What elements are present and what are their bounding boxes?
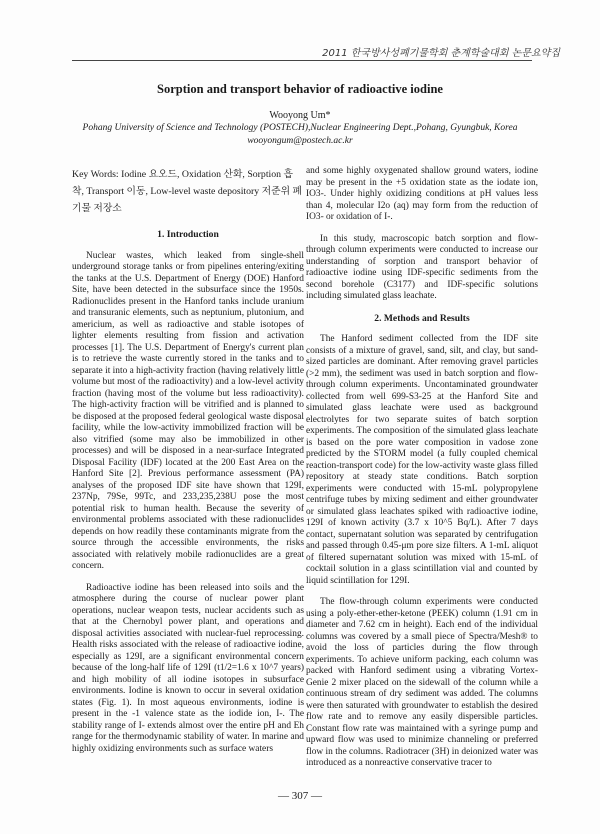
methods-paragraph-1: The Hanford sediment collected from the IDF site consists of a mixture of gravel, sand, silt, and clay, but sand-sized particles are dominant. After removing gravel particles (>2 mm), the sediment was used in batch sorption and flow-through column experiments. Uncontaminated groundwater collected from well 699-S3-25 at the Hanford Site and simulated glass leachate were used as background electrolytes for two separate suites of batch sorption experiments. The composition of the simulated glass leachate is based on the pore water composition in vadose zone predicted by the STORM model (a fully coupled chemical reaction-transport code) for the low-activity waste glass filled repository at steady state conditions. Batch sorption experiments were conducted with 15-mL polypropylene centrifuge tubes by mixing sediment and either groundwater or simulated glass leachates spiked with radioactive iodine, 129I of known activity (3.7 x 10^5 Bq/L). After 7 days contact, supernatant solution was separated by centrifugation and passed through 0.45-μm pore size filters. A 1-mL aliquot of filtered supernatant solution was mixed with 15-mL of cocktail solution in a glass scintillation vial and counted by liquid scintillation for 129I. [306,334,538,586]
intro-paragraph-2: Radioactive iodine has been released into soils and the atmosphere during the course of nuclear power plant operations, nuclear weapon tests, nuclear accidents such as that at the Chernobyl power plant, and operations and disposal activities associated with nuclear-fuel reprocessing. Health risks associated with the release of radioactive iodine, especially as 129I, are a significant environmental concern because of the long-half life of 129I (t1/2=1.6 x 10^7 years) and high mobility of all iodine isotopes in subsurface environments. Iodine is known to occur in several oxidation states (Fig. 1). In most aqueous environments, iodine is present in the -1 valence state as the iodide ion, I-. The stability range of I- extends almost over the entire pH and Eh range for the thermodynamic stability of water. In marine and highly oxidizing environments such as surface waters [72,582,304,754]
intro-paragraph-1: Nuclear wastes, which leaked from single-shell underground storage tanks or from pipelines entering/exiting the tanks at the U.S. Department of Energy (DOE) Hanford Site, have been detected in the subsurface since the 1950s. Radionuclides present in the Hanford tanks include uranium and transuranic elements, such as neptunium, plutonium, and americium, as well as radioactive and stable isotopes of lighter elements resulting from fission and activation processes [1]. The U.S. Department of Energy's current plan is to retrieve the waste currently stored in the tanks and to separate it into a high-activity fraction (having relatively little volume but most of the radioactivity) and a low-level activity fraction (having most of the volume but less radioactivity). The high-activity fraction will be vitrified and is planned to be disposed at the proposed federal geological waste disposal facility, while the low-activity immobilized fraction will be also vitrified (some may also be immobilized in other processes) and will be disposed in a near-surface Integrated Disposal Facility (IDF) located at the 200 East Area on the Hanford Site [2]. Previous performance assessment (PA) analyses of the proposed IDF site have shown that 129I, 237Np, 79Se, 99Tc, and 233,235,238U pose the most potential risk to human health. Because the severity of environmental problems associated with these radionuclides depends on how readily these contaminants migrate from the source through the accessible environments, the risks associated with relatively mobile radionuclides are a great concern. [72,250,304,571]
methods-paragraph-2: The flow-through column experiments were conducted using a poly-ether-ether-ketone (PEEK) column (1.91 cm in diameter and 7.62 cm in height). Each end of the individual columns was covered by a small piece of Spectra/Mesh® to avoid the loss of particles during the flow through experiments. To achieve uniform packing, each column was packed with Hanford sediment using a vibrating Vortex-Genie 2 mixer placed on the sidewall of the column while a continuous stream of dry sediment was added. The columns were then saturated with groundwater to establish the desired flow rate and to remove any easily dispersible particles. Constant flow rate was maintained with a syringe pump and upward flow was used to minimize channeling or preferred flow in the columns. Radiotracer (3H) in deionized water was introduced as a nonreactive conservative tracer to [306,597,538,768]
header-rule [72,60,532,61]
intro-continuation-paragraph: and some highly oxygenated shallow ground waters, iodine may be present in the +5 oxidation state as the iodate ion, IO3-. Under highly oxidizing conditions at pH values less than 4, molecular I2o (aq) may form from the reduction of IO3- or oxidation of I-. [306,166,538,222]
right-column [306,166,538,780]
paper-title: Sorption and transport behavior of radioactive iodine [157,82,443,96]
section-heading-introduction: 1. Introduction [157,229,219,240]
author-affiliation: Pohang University of Science and Technology (POSTECH),Nuclear Engineering Dept.,Pohang, Gyungbuk, Korea [82,123,518,133]
conference-header: 2011 한국방사성폐기물학회 춘계학술대회 논문요약집 [322,48,560,59]
author-email: wooyongum@postech.ac.kr [247,136,353,146]
keywords: Key Words: Iodine 요오드, Oxidation 산화, Sorption 흡착, Transport 이동, Low-level waste depository 저준위 폐기물 저장소 [72,169,302,214]
intro-study-paragraph: In this study, macroscopic batch sorption and flow-through column experiments were conducted to increase our understanding of sorption and transport behavior of radioactive iodine using IDF-specific sediments from the second borehole (C3177) and IDF-specific solutions including simulated glass leachate. [306,233,538,301]
page-number: — 307 — [278,790,322,802]
author-name: Wooyong Um* [269,110,331,121]
left-column [72,166,304,765]
section-heading-methods: 2. Methods and Results [374,312,470,324]
